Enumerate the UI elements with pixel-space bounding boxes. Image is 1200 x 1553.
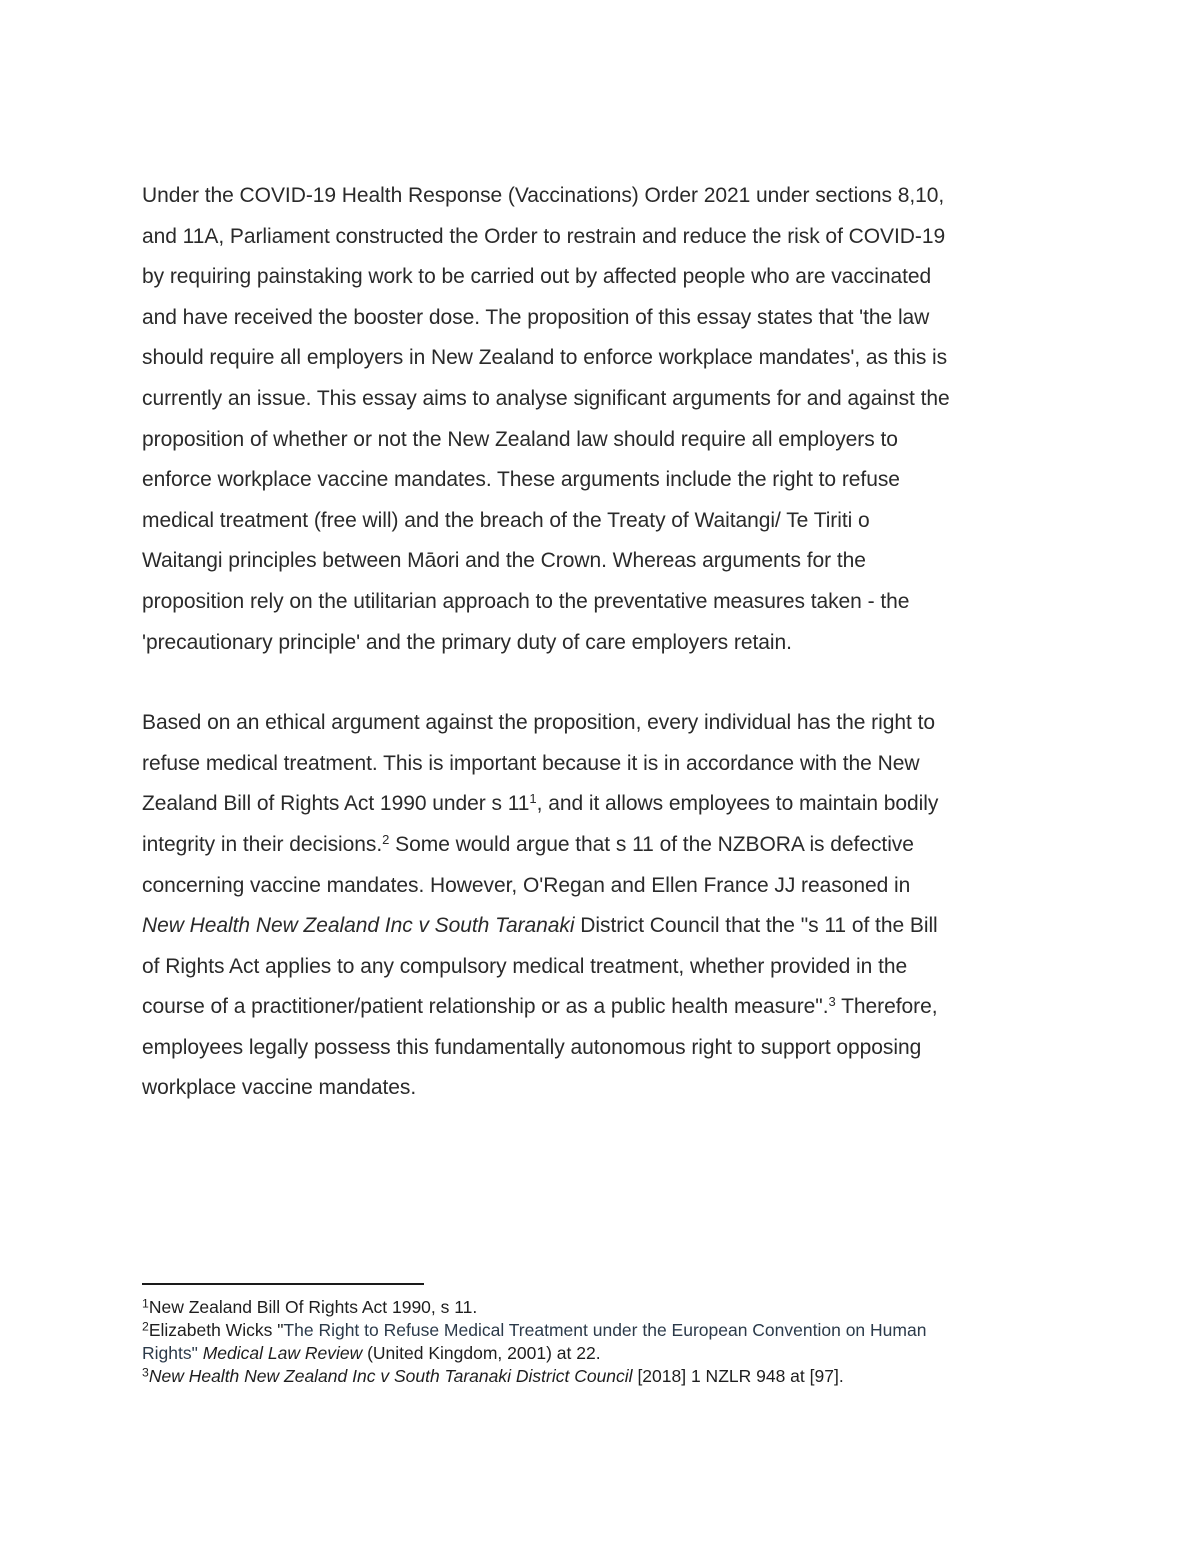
text-line: workplace vaccine mandates. (142, 1076, 417, 1100)
text-line: course of a practitioner/patient relationship or as a public health measure".$^3$ Therefore, (142, 994, 938, 1019)
paragraph-right-to-refuse (142, 703, 1072, 1109)
essay-body (142, 176, 1072, 1109)
paragraph-introduction (142, 176, 1072, 663)
footnote-ref-2: 2 (382, 831, 390, 847)
case-name: New Health New Zealand Inc v South Taranaki (142, 914, 575, 938)
text-line: proposition of whether or not the New Zealand law should require all employers to (142, 427, 898, 451)
footnotes (142, 1296, 1072, 1388)
journal-name: Medical Law Review (202, 1343, 363, 1363)
text-line: by requiring painstaking work to be carried out by affected people who are vaccinated (142, 265, 932, 289)
text-line: integrity in their decisions.$^2$ Some would argue that s 11 of the NZBORA is defective (142, 831, 914, 856)
text-line: proposition rely on the utilitarian approach to the preventative measures taken - the (142, 589, 910, 613)
footnote-3: $^3$New Health New Zealand Inc v South Taranaki District Council [2018] 1 NZLR 948 at [97]. (142, 1365, 844, 1386)
text-line: 'precautionary principle' and the primary duty of care employers retain. (142, 630, 792, 654)
text-line: Based on an ethical argument against the proposition, every individual has the right to (142, 711, 935, 735)
text-line: concerning vaccine mandates. However, O'Regan and Ellen France JJ reasoned in (142, 873, 911, 897)
footnote-separator (142, 1283, 424, 1285)
text-line: refuse medical treatment. This is important because it is in accordance with the New (142, 751, 920, 775)
text-line: and 11A, Parliament constructed the Order to restrain and reduce the risk of COVID-19 (142, 224, 946, 248)
article-title: The Right to Refuse Medical Treatment under the European Convention on Human (283, 1320, 927, 1340)
text-line: and have received the booster dose. The proposition of this essay states that 'the law (142, 305, 930, 329)
text-line: of Rights Act applies to any compulsory medical treatment, whether provided in the (142, 954, 908, 978)
text-line: New Health New Zealand Inc v South Taranaki District Council that the "s 11 of the Bill (142, 914, 938, 938)
text-line: medical treatment (free will) and the breach of the Treaty of Waitangi/ Te Tiriti o (142, 508, 870, 532)
text-line: employees legally possess this fundamentally autonomous right to support opposing (142, 1035, 922, 1059)
text-line: should require all employers in New Zealand to enforce workplace mandates', as this is (142, 346, 948, 370)
text-line: enforce workplace vaccine mandates. These arguments include the right to refuse (142, 468, 900, 492)
text-line: currently an issue. This essay aims to analyse significant arguments for and against the (142, 386, 950, 410)
footnote-ref-3: 3 (828, 994, 836, 1010)
text-line: Zealand Bill of Rights Act 1990 under s $11^1$, and it allows employees to maintain bodily (142, 791, 939, 816)
footnote-ref-1: 1 (529, 791, 537, 807)
text-line: Under the COVID-19 Health Response (Vaccinations) Order 2021 under sections 8,10, (142, 184, 945, 207)
text-line: Waitangi principles between Māori and the Crown. Whereas arguments for the (142, 549, 866, 573)
footnote-1: $^1$New Zealand Bill Of Rights Act 1990, s 11. (142, 1296, 478, 1317)
case-name: New Health New Zealand Inc v South Taranaki District Council (148, 1366, 633, 1386)
footnote-2: $^2$Elizabeth Wicks "The Right to Refuse Medical Treatment under the European Convention on Human Rights" Medical Law Review (United Kingdom, 2001) at 22. (142, 1319, 927, 1363)
